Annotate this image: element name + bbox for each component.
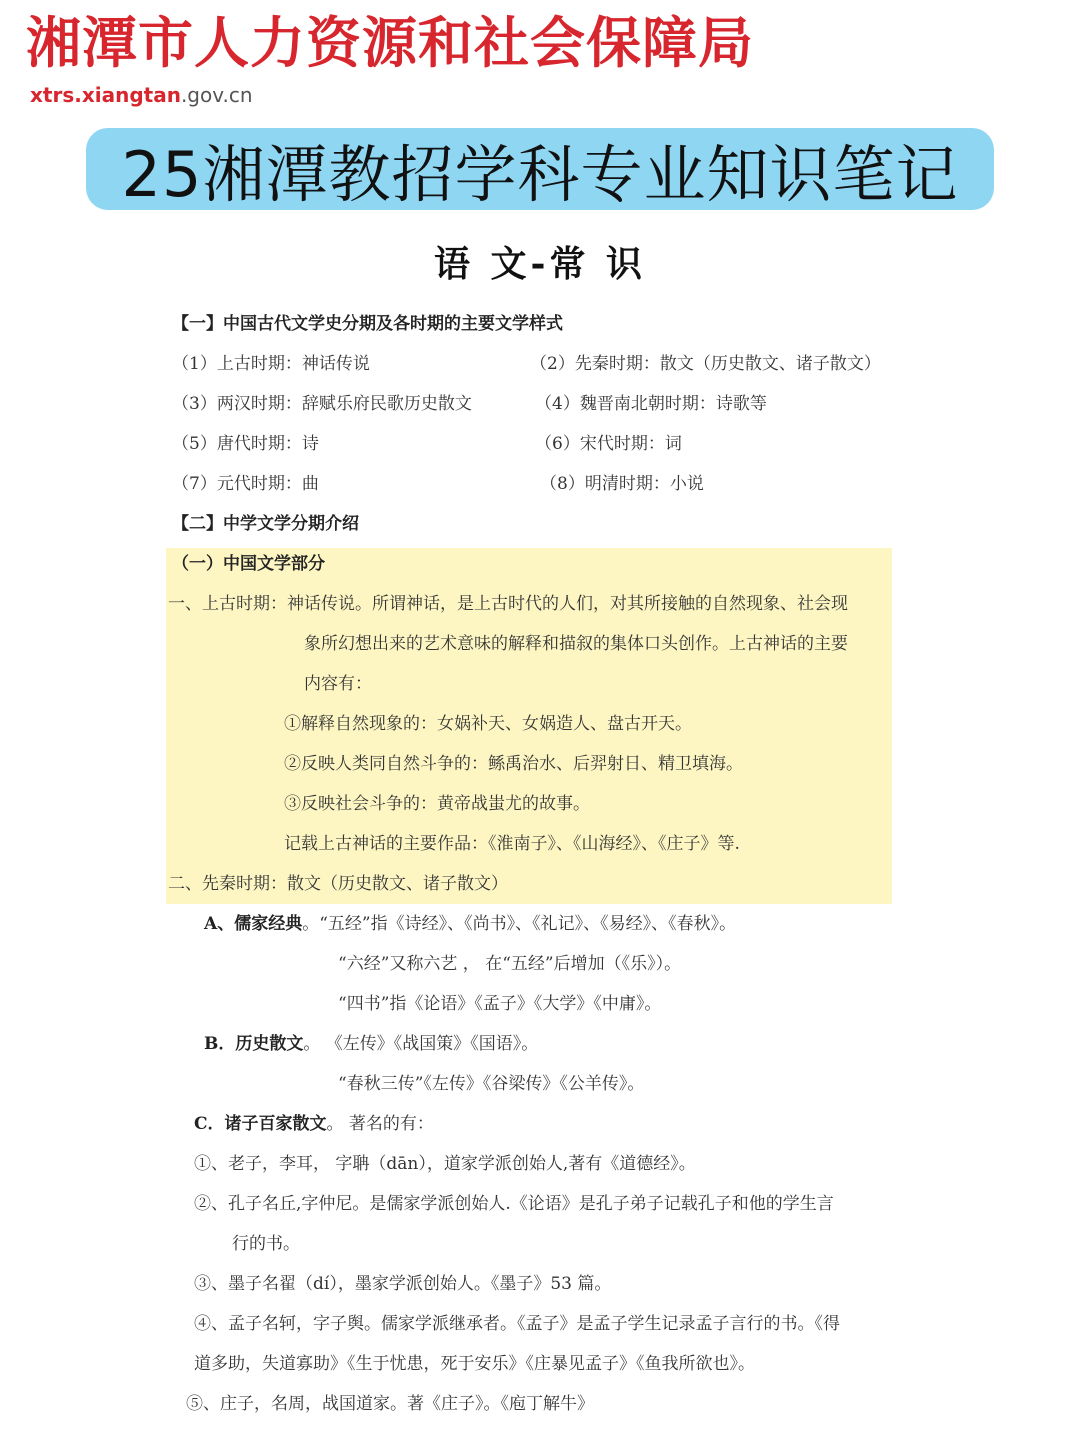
section-1-heading: 【一】中国古代文学史分期及各时期的主要文学样式 (172, 314, 563, 334)
agency-url-suffix: .gov.cn (180, 83, 253, 107)
period-item: （2）先秦时期：散文（历史散文、诸子散文） (530, 354, 881, 374)
document-title: 语 文-常 识 (433, 243, 646, 285)
paragraph-line: “六经”又称六艺 ， 在“五经”后增加（《乐》）。 (338, 954, 682, 974)
paragraph-line: “四书”指《论语》《孟子》《大学》《中庸》。 (338, 994, 662, 1014)
paragraph-line: 记载上古神话的主要作品：《淮南子》、《山海经》、《庄子》等. (284, 834, 740, 854)
confucian-classics (204, 912, 736, 936)
agency-url[interactable] (30, 80, 253, 110)
list-item: ①、老子，李耳， 字聃（dān），道家学派创始人,著有《道德经》。 (194, 1154, 696, 1174)
text-a: 。“五经”指《诗经》、《尚书》、《礼记》、《易经》、《春秋》。 (302, 914, 737, 934)
title-banner (86, 128, 994, 210)
list-item-cont: 行的书。 (232, 1234, 300, 1254)
paragraph-line: 二、先秦时期：散文（历史散文、诸子散文） (168, 874, 508, 894)
label-c: C．诸子百家散文 (194, 1114, 327, 1134)
period-item: （5）唐代时期：诗 (172, 434, 319, 454)
list-item-cont: 道多助，失道寡助》《生于忧患，死于安乐》《庄暴见孟子》《鱼我所欲也》。 (194, 1354, 755, 1374)
label-a: A、儒家经典 (204, 914, 303, 934)
paragraph-line: “春秋三传”《左传》《谷梁传》《公羊传》。 (338, 1074, 645, 1094)
period-item: （8）明清时期：小说 (540, 474, 704, 494)
list-item: ②、孔子名丘,字仲尼。是儒家学派创始人.《论语》是孔子弟子记载孔子和他的学生言 (194, 1194, 834, 1214)
section-2-heading: 【二】中学文学分期介绍 (172, 514, 359, 534)
text-c: 。 著名的有： (326, 1114, 434, 1134)
period-item: （6）宋代时期：词 (535, 434, 682, 454)
period-item: （3）两汉时期：辞赋乐府民歌历史散文 (172, 394, 472, 414)
list-item: ③反映社会斗争的：黄帝战蚩尤的故事。 (284, 794, 590, 814)
paragraph-line: 一、上古时期：神话传说。所谓神话，是上古时代的人们，对其所接触的自然现象、社会现 (168, 594, 848, 614)
label-b: B．历史散文 (204, 1034, 304, 1054)
text-b: 。 《左传》《战国策》《国语》。 (303, 1034, 539, 1054)
period-item: （7）元代时期：曲 (172, 474, 319, 494)
paragraph-line: 内容有： (304, 674, 372, 694)
list-item: ③、墨子名翟（dí），墨家学派创始人。《墨子》53 篇。 (194, 1274, 612, 1294)
paragraph-line: 象所幻想出来的艺术意味的解释和描叙的集体口头创作。上古神话的主要 (304, 634, 848, 654)
subsection-heading: （一）中国文学部分 (172, 554, 325, 574)
list-item: ⑤、庄子，名周，战国道家。著《庄子》。《庖丁解牛》 (186, 1394, 594, 1414)
list-item: ④、孟子名轲，字子舆。儒家学派继承者。《孟子》是孟子学生记录孟子言行的书。《得 (194, 1314, 840, 1334)
agency-url-domain: xtrs.xiangtan (30, 83, 181, 107)
banner-title: 25湘潭教招学科专业知识笔记 (121, 137, 959, 211)
period-item: （1）上古时期：神话传说 (172, 354, 370, 374)
list-item: ①解释自然现象的：女娲补天、女娲造人、盘古开天。 (284, 714, 692, 734)
hundred-schools (194, 1112, 434, 1136)
list-item: ②反映人类同自然斗争的：鲧禹治水、后羿射日、精卫填海。 (284, 754, 743, 774)
historical-prose (204, 1032, 538, 1056)
period-item: （4）魏晋南北朝时期：诗歌等 (535, 394, 767, 414)
agency-name: 湘潭市人力资源和社会保障局 (26, 11, 755, 75)
